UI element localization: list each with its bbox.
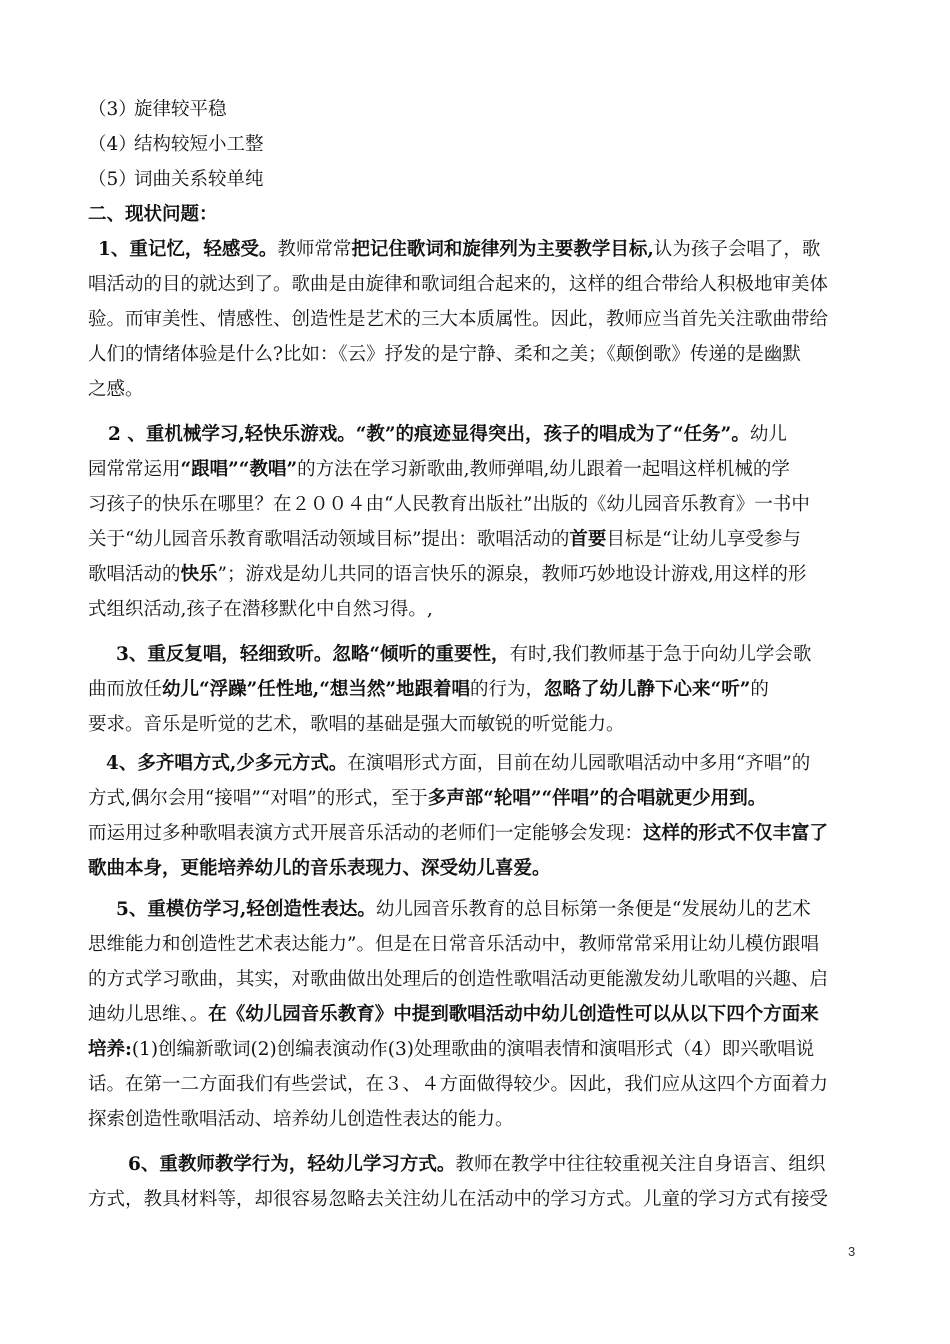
paragraph-3-line — [88, 678, 863, 702]
paragraph-1-line: 之感。 — [88, 379, 144, 400]
page-number: 3 — [848, 1244, 856, 1259]
list-item — [88, 98, 863, 122]
text-run: 的方法在学习新歌曲,教师弹唱,幼儿跟着一起唱这样机械的学 — [297, 459, 790, 480]
text-run: 园常常运用 — [88, 459, 181, 480]
text-run: 目标是“让幼儿享受参与 — [606, 529, 801, 550]
paragraph-5-line: 话。在第一二方面我们有些尝试，在３、４方面做得较少。因此，我们应从这四个方面着力 — [88, 1074, 829, 1095]
paragraph-4-line — [88, 822, 863, 846]
paragraph-6-line — [88, 1153, 903, 1177]
paragraph-1-line — [88, 238, 873, 262]
text-run: 而运用过多种歌唱表演方式开展音乐活动的老师们一定能够会发现： — [88, 823, 644, 844]
list-text: 词曲关系较单纯 — [134, 169, 264, 190]
paragraph-1-line: 人们的情绪体验是什么?比如：《云》抒发的是宁静、柔和之美；《颠倒歌》传递的是幽默 — [88, 344, 801, 365]
paragraph-4-line — [88, 787, 863, 811]
text-run-bold: “跟唱”“教唱” — [180, 459, 298, 480]
text-run-bold: 忽略了幼儿静下心来“听” — [544, 679, 751, 700]
paragraph-3-line: 要求。音乐是听觉的艺术，歌唱的基础是强大而敏锐的听觉能力。 — [88, 714, 625, 735]
paragraph-lead: 2 、重机械学习,轻快乐游戏。“教”的痕迹显得突出，孩子的唱成为了“任务”。 — [108, 424, 750, 445]
text-run-bold: 把记住歌词和旋律列为主要教学目标, — [351, 239, 654, 260]
text-run-bold: 快乐 — [180, 564, 218, 585]
text-run: 幼儿 — [749, 424, 787, 445]
paragraph-lead: 5、重模仿学习,轻创造性表达。 — [116, 899, 376, 920]
text-run: 教师在教学中往往较重视关注自身语言、组织 — [455, 1154, 826, 1175]
list-number: （3） — [88, 99, 137, 120]
paragraph-5-line — [88, 1003, 863, 1027]
section-heading: 二、现状问题： — [88, 204, 218, 225]
paragraph-2-line — [88, 423, 883, 447]
paragraph-1-line: 验。而审美性、情感性、创造性是艺术的三大本质属性。因此，教师应当首先关注歌曲带给 — [88, 309, 829, 330]
text-run: 曲而放任 — [88, 679, 163, 700]
text-run: 有时,我们教师基于急于向幼儿学会歌 — [509, 644, 812, 665]
text-run: 歌唱活动的 — [88, 564, 181, 585]
text-run-bold: 首要 — [569, 529, 607, 550]
paragraph-4-line — [88, 752, 881, 776]
paragraph-2-line: 习孩子的快乐在哪里？在２００４由“人民教育出版社”出版的《幼儿园音乐教育》一书中 — [88, 494, 810, 515]
paragraph-5-line: 探索创造性歌唱活动、培养幼儿创造性表达的能力。 — [88, 1109, 514, 1130]
paragraph-lead: 4、多齐唱方式,少多元方式。 — [106, 753, 348, 774]
list-number: （5） — [88, 169, 137, 190]
text-run-bold: 在《幼儿园音乐教育》中提到歌唱活动中幼儿创造性可以从以下四个方面来 — [208, 1004, 819, 1025]
text-run: 教师常常 — [277, 239, 352, 260]
paragraph-2-line — [88, 458, 863, 482]
text-run-bold: 培养: — [88, 1039, 132, 1060]
paragraph-2-line: 式组织活动,孩子在潜移默化中自然习得。, — [88, 599, 433, 620]
paragraph-5-line — [88, 1038, 863, 1062]
text-run-bold: 幼儿“浮躁”任性地,“想当然”地跟着唱 — [162, 679, 471, 700]
paragraph-3-line — [88, 643, 891, 667]
list-number: （4） — [88, 134, 137, 155]
paragraph-2-line — [88, 528, 863, 552]
text-run: 认为孩子会唱了，歌 — [653, 239, 821, 260]
text-run: 迪幼儿思维、。 — [88, 1004, 209, 1025]
text-run: 的 — [750, 679, 769, 700]
text-run-bold: 这样的形式不仅丰富了 — [643, 823, 829, 844]
list-item — [88, 168, 863, 192]
text-run: 的行为， — [470, 679, 545, 700]
paragraph-lead: 6、重教师教学行为，轻幼儿学习方式。 — [128, 1154, 456, 1175]
paragraph-5-line — [88, 898, 891, 922]
text-run: 幼儿园音乐教育的总目标第一条便是“发展幼儿的艺术 — [375, 899, 811, 920]
paragraph-2-line — [88, 563, 863, 587]
paragraph-6-line: 方式，教具材料等，却很容易忽略去关注幼儿在活动中的学习方式。儿童的学习方式有接受 — [88, 1189, 829, 1210]
list-item — [88, 133, 863, 157]
paragraph-lead: 3、重反复唱，轻细致听。忽略“倾听的重要性， — [116, 644, 510, 665]
list-text: 旋律较平稳 — [134, 99, 227, 120]
text-run: (1)创编新歌词(2)创编表演动作(3)处理歌曲的演唱表情和演唱形式（4）即兴歌唱说 — [131, 1039, 815, 1060]
paragraph-5-line: 的方式学习歌曲，其实，对歌曲做出处理后的创造性歌唱活动更能激发幼儿歌唱的兴趣、启 — [88, 969, 829, 990]
paragraph-1-line: 唱活动的目的就达到了。歌曲是由旋律和歌词组合起来的，这样的组合带给人积极地审美体 — [88, 274, 829, 295]
paragraph-4-line: 歌曲本身，更能培养幼儿的音乐表现力、深受幼儿喜爱。 — [88, 858, 551, 879]
paragraph-lead: 1、重记忆，轻感受。 — [98, 239, 278, 260]
text-run: 关于“幼儿园音乐教育歌唱活动领域目标”提出：歌唱活动的 — [88, 529, 570, 550]
text-run-bold: 多声部“轮唱”“伴唱”的合唱就更少用到。 — [427, 788, 767, 809]
text-run: 方式,偶尔会用“接唱”“对唱”的形式，至于 — [88, 788, 428, 809]
text-run: ”；游戏是幼儿共同的语言快乐的源泉，教师巧妙地设计游戏,用这样的形 — [217, 564, 807, 585]
text-run: 在演唱形式方面，目前在幼儿园歌唱活动中多用“齐唱”的 — [347, 753, 811, 774]
list-text: 结构较短小工整 — [134, 134, 264, 155]
paragraph-5-line: 思维能力和创造性艺术表达能力”。但是在日常音乐活动中，教师常常采用让幼儿模仿跟唱 — [88, 934, 819, 955]
